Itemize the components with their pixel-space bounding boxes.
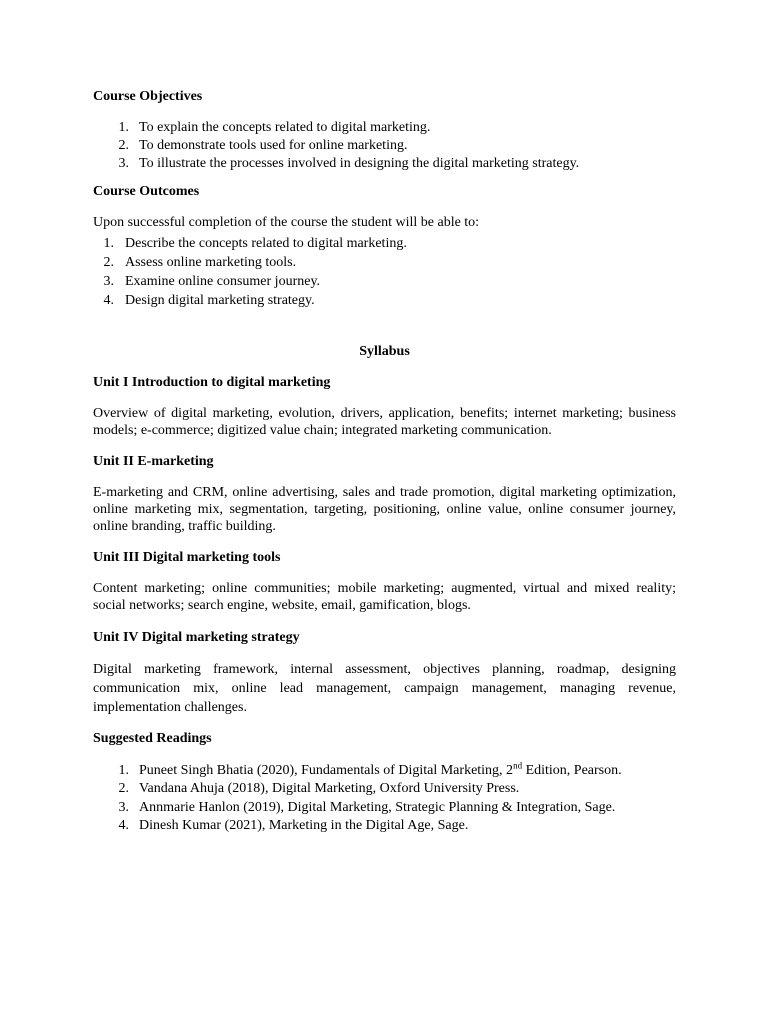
list-text: Assess online marketing tools.	[125, 255, 297, 270]
unit-2-heading: Unit II E-marketing	[93, 454, 214, 469]
list-number: 2.	[118, 138, 129, 153]
list-number: 1.	[118, 120, 129, 135]
course-objectives-heading: Course Objectives	[93, 89, 203, 104]
unit-4-heading: Unit IV Digital marketing strategy	[93, 630, 300, 645]
suggested-readings-heading: Suggested Readings	[93, 731, 212, 746]
list-item	[115, 155, 579, 173]
list-text-continued: Edition, Pearson.	[522, 763, 622, 778]
suggested-readings-list	[115, 761, 622, 835]
list-item	[100, 253, 407, 272]
unit-1-heading: Unit I Introduction to digital marketing	[93, 375, 331, 390]
unit-3-heading: Unit III Digital marketing tools	[93, 550, 281, 565]
list-text: Dinesh Kumar (2021), Marketing in the Digital Age, Sage.	[139, 818, 469, 833]
unit-3-body: Content marketing; online communities; mobile marketing; augmented, virtual and mixed reality; social networks; search engine, website, email, gamification, blogs.	[93, 581, 676, 613]
list-text: Examine online consumer journey.	[125, 274, 321, 289]
list-text: Vandana Ahuja (2018), Digital Marketing, Oxford University Press.	[139, 781, 520, 796]
unit-1-body: Overview of digital marketing, evolution, drivers, application, benefits; internet marketing; business models; e-commerce; digitized value chain; integrated marketing communication.	[93, 406, 676, 438]
list-text: To demonstrate tools used for online marketing.	[139, 138, 408, 153]
syllabus-title: Syllabus	[359, 344, 410, 359]
list-item	[115, 798, 622, 817]
list-item	[115, 780, 622, 798]
list-number: 3.	[118, 800, 129, 815]
list-item	[115, 817, 622, 835]
list-number: 2.	[118, 781, 129, 796]
list-text: Design digital marketing strategy.	[125, 293, 315, 308]
list-item	[115, 119, 579, 137]
list-item	[115, 761, 622, 780]
list-item	[100, 272, 407, 291]
course-objectives-list	[115, 119, 579, 173]
list-item	[100, 291, 407, 310]
list-item	[115, 137, 579, 155]
course-outcomes-list	[100, 234, 407, 310]
course-outcomes-intro: Upon successful completion of the course the student will be able to:	[93, 215, 480, 230]
list-number: 2.	[103, 255, 114, 270]
list-number: 3.	[118, 156, 129, 171]
list-text: To explain the concepts related to digital marketing.	[139, 120, 431, 135]
unit-2-body: E-marketing and CRM, online advertising, sales and trade promotion, digital marketing optimization, online marketing mix, segmentation, targeting, positioning, online value, online consumer journey, online branding, traffic building.	[93, 485, 676, 534]
list-number: 1.	[103, 236, 114, 251]
list-number: 3.	[103, 274, 114, 289]
list-item	[100, 234, 407, 253]
list-text: Describe the concepts related to digital marketing.	[125, 236, 407, 251]
list-text: Annmarie Hanlon (2019), Digital Marketing, Strategic Planning & Integration, Sage.	[139, 800, 616, 815]
unit-4-body: Digital marketing framework, internal assessment, objectives planning, roadmap, designing communication mix, online lead management, campaign management, managing revenue, implementation challenges.	[93, 662, 676, 715]
list-number: 4.	[118, 818, 129, 833]
list-number: 1.	[118, 763, 129, 778]
ordinal-superscript: nd	[513, 760, 523, 771]
list-text: Puneet Singh Bhatia (2020), Fundamentals of Digital Marketing, 2	[139, 763, 514, 778]
list-text: To illustrate the processes involved in designing the digital marketing strategy.	[139, 156, 580, 171]
list-number: 4.	[103, 293, 114, 308]
course-outcomes-heading: Course Outcomes	[93, 184, 200, 199]
